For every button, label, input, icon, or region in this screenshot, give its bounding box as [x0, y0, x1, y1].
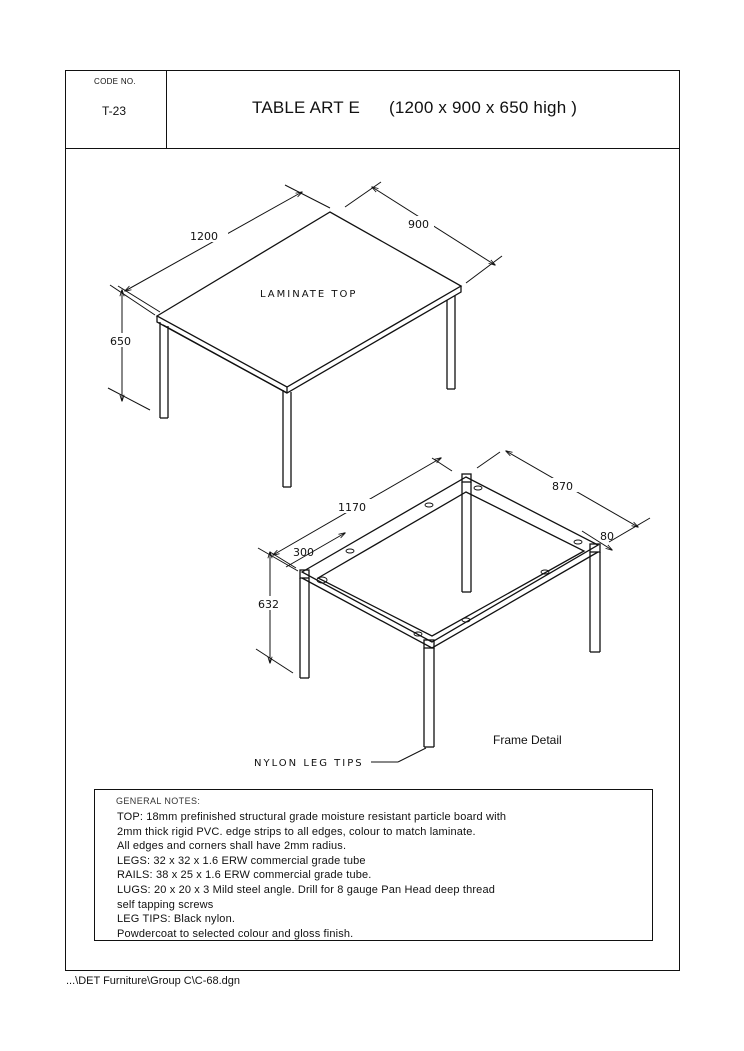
frame-dimensions — [256, 451, 650, 762]
frame-dim-width-label: 870 — [552, 480, 573, 493]
table-top-view — [157, 212, 461, 487]
note-line: LUGS: 20 x 20 x 3 Mild steel angle. Drill for 8 gauge Pan Head deep thread — [117, 883, 495, 896]
frame-dim-rail-offset-label: 300 — [293, 546, 314, 559]
frame-leg — [424, 640, 434, 747]
note-line: LEG TIPS: Black nylon. — [117, 913, 236, 926]
drawing-title: TABLE ART E — [252, 98, 361, 117]
note-line: LEGS: 32 x 32 x 1.6 ERW commercial grade tube — [117, 854, 366, 867]
general-notes-heading: GENERAL NOTES: — [116, 796, 201, 806]
dim-width-label: 900 — [408, 218, 429, 231]
note-line: 2mm thick rigid PVC. edge strips to all edges, colour to match laminate. — [117, 825, 476, 838]
frame-detail-caption: Frame Detail — [493, 733, 562, 747]
table-leg — [160, 322, 168, 418]
note-line: All edges and corners shall have 2mm radius. — [117, 840, 347, 853]
frame-leg — [590, 544, 600, 652]
code-label: CODE NO. — [94, 77, 136, 86]
table-top-edge — [157, 286, 461, 393]
note-line: self tapping screws — [117, 898, 214, 911]
frame-rail — [302, 552, 598, 648]
code-value: T-23 — [102, 104, 127, 118]
table-leg — [283, 390, 291, 487]
laminate-top-label: LAMINATE TOP — [260, 289, 358, 300]
frame-dim-leg-label: 80 — [600, 530, 614, 543]
drawing-title-dimensions: (1200 x 900 x 650 high ) — [389, 98, 578, 117]
file-path-footer: ...\DET Furniture\Group C\C-68.dgn — [66, 975, 241, 987]
note-line: Powdercoat to selected colour and gloss finish. — [117, 927, 354, 940]
dim-length-label: 1200 — [190, 230, 218, 243]
table-leg — [447, 296, 455, 389]
frame-dim-length-label: 1170 — [338, 501, 366, 514]
frame-leg — [300, 570, 309, 678]
note-line: RAILS: 38 x 25 x 1.6 ERW commercial grade tube. — [117, 869, 372, 882]
dim-height-label: 650 — [110, 335, 131, 348]
frame-detail-drawing — [300, 474, 600, 747]
frame-dim-height-label: 632 — [258, 598, 279, 611]
note-line: TOP: 18mm prefinished structural grade moisture resistant particle board with — [117, 811, 507, 823]
nylon-leg-tips-label: NYLON LEG TIPS — [254, 758, 364, 769]
